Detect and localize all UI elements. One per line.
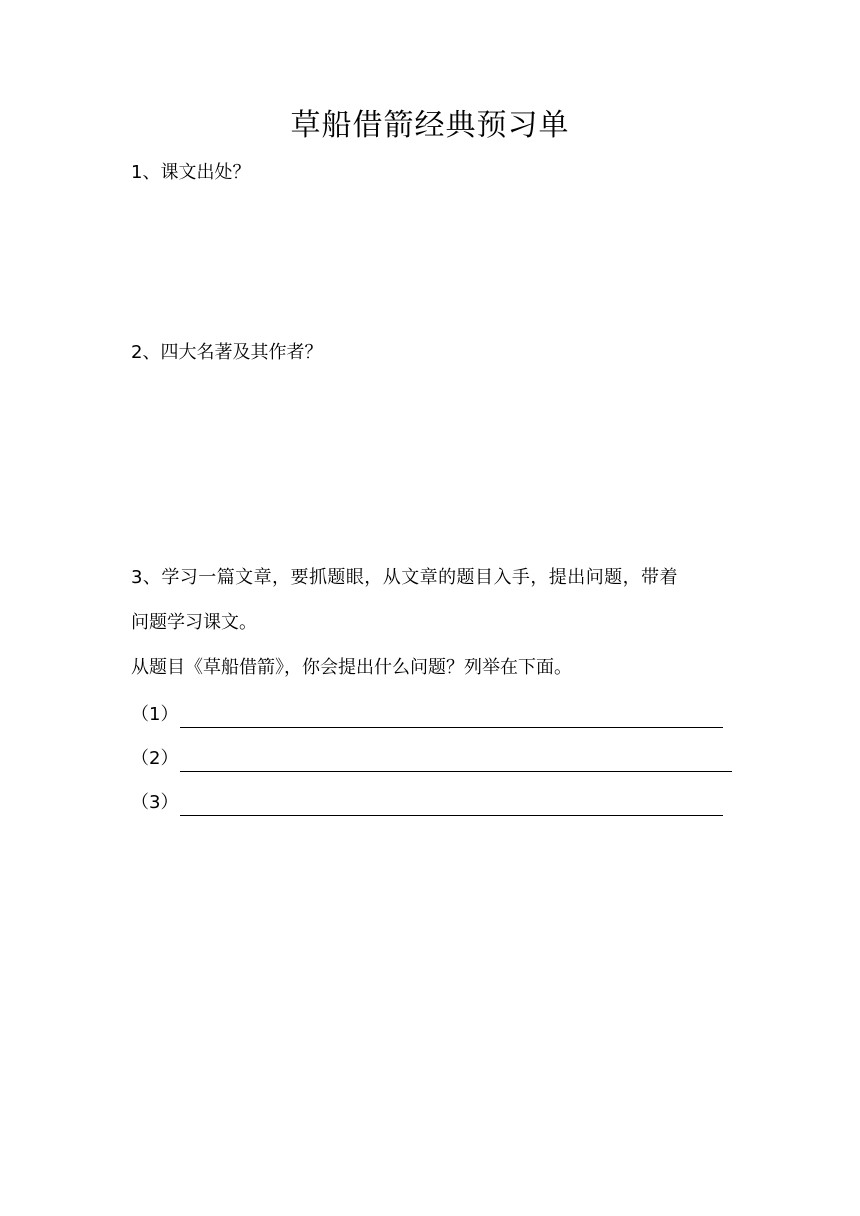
answer-label-2: （2） xyxy=(131,748,179,769)
question-3-line-1: 3、学习一篇文章，要抓题眼，从文章的题目入手，提出问题，带着 xyxy=(131,567,678,588)
question-3-line-2: 问题学习课文。 xyxy=(131,612,257,633)
answer-blank-2[interactable] xyxy=(180,751,732,772)
question-1: 1、课文出处？ xyxy=(131,162,251,183)
page-title: 草船借箭经典预习单 xyxy=(290,108,570,143)
answer-blank-1[interactable] xyxy=(180,707,723,728)
question-3-prompt: 从题目《草船借箭》，你会提出什么问题？列举在下面。 xyxy=(131,657,572,678)
answer-row-2 xyxy=(131,746,732,772)
answer-row-3 xyxy=(131,790,723,816)
answer-row-1 xyxy=(131,702,723,728)
answer-label-3: （3） xyxy=(131,792,179,813)
answer-blank-3[interactable] xyxy=(180,795,723,816)
question-2: 2、四大名著及其作者？ xyxy=(131,342,323,363)
answer-label-1: （1） xyxy=(131,704,179,725)
